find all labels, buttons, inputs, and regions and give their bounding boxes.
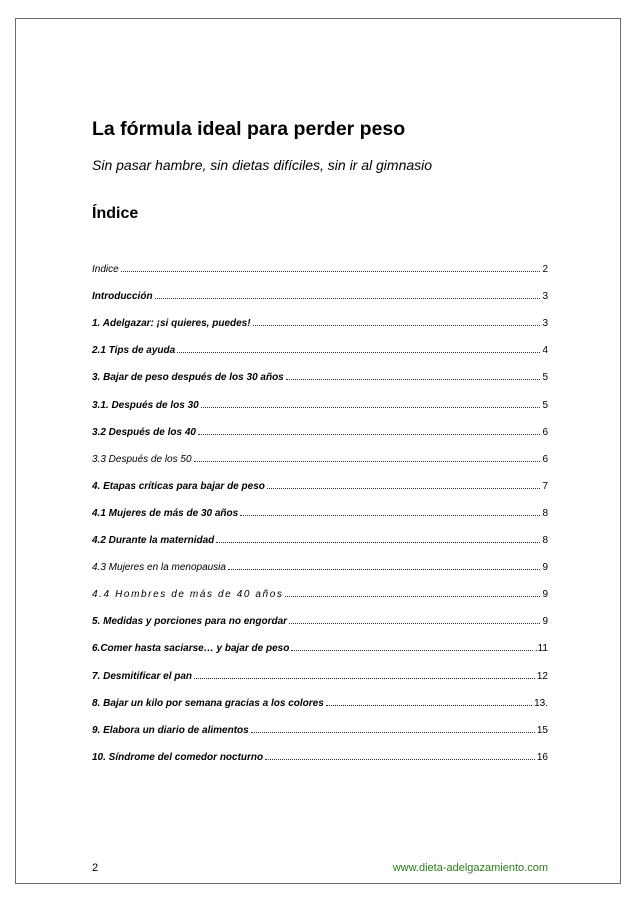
- toc-entry-label: 3.2 Después de los 40: [92, 426, 196, 438]
- toc-leader-dots: [289, 614, 540, 624]
- toc-entry-label: 4.4 Hombres de más de 40 años: [92, 589, 284, 601]
- toc-entry-label: 9. Elabora un diario de alimentos: [92, 724, 249, 736]
- toc-entry-page: 8: [542, 535, 548, 546]
- toc-entry-label: 8. Bajar un kilo por semana gracias a los colores: [92, 697, 324, 709]
- toc-entry[interactable]: [92, 425, 548, 441]
- toc-entry-page: 4: [542, 345, 548, 357]
- index-heading: Índice: [92, 205, 139, 222]
- toc-leader-dots: [155, 289, 541, 299]
- toc-entry-label: 4.2 Durante la maternidad: [92, 535, 215, 546]
- toc-leader-dots: [253, 316, 541, 326]
- toc-entry[interactable]: [92, 398, 548, 414]
- toc-entry[interactable]: [92, 262, 548, 278]
- toc-entry-label: 5. Medidas y porciones para no engordar: [92, 616, 288, 628]
- toc-entry-page: 2: [542, 264, 548, 275]
- toc-entry-label: 4.1 Mujeres de más de 30 años: [92, 507, 239, 519]
- toc-entry[interactable]: [92, 479, 548, 495]
- toc-leader-dots: [267, 479, 541, 489]
- toc-entry-label: 3.1. Después de los 30: [92, 399, 199, 411]
- toc-entry[interactable]: [92, 452, 548, 468]
- toc-entry[interactable]: [92, 289, 548, 305]
- toc-leader-dots: [240, 506, 540, 516]
- toc-entry-label: Indice: [92, 264, 119, 275]
- toc-entry[interactable]: [92, 316, 548, 332]
- toc-leader-dots: [326, 696, 532, 706]
- toc-leader-dots: [286, 370, 541, 380]
- toc-leader-dots: [228, 560, 540, 570]
- toc-entry[interactable]: [92, 696, 548, 712]
- toc-entry-page: 15: [536, 724, 548, 736]
- toc-entry-label: 4.3 Mujeres en la menopausia: [92, 562, 226, 574]
- toc-entry[interactable]: [92, 723, 548, 739]
- toc-entry-page: 9: [542, 589, 548, 601]
- toc-entry[interactable]: [92, 641, 548, 657]
- toc-entry-label: 6.Comer hasta saciarse… y bajar de peso: [92, 643, 290, 655]
- footer-page-number: 2: [92, 862, 99, 874]
- toc-leader-dots: [265, 750, 535, 760]
- toc-entry-page: 3: [542, 291, 548, 303]
- toc-leader-dots: [201, 398, 541, 408]
- document-title: La fórmula ideal para perder peso: [92, 118, 406, 140]
- toc-entry-label: 7. Desmitificar el pan: [92, 670, 193, 682]
- toc-entry-label: Introducción: [92, 291, 153, 303]
- toc-leader-dots: [291, 641, 533, 651]
- toc-entry[interactable]: [92, 560, 548, 576]
- toc-entry-label: 3. Bajar de peso después de los 30 años: [92, 372, 284, 384]
- toc-leader-dots: [121, 262, 541, 272]
- toc-entry[interactable]: [92, 506, 548, 522]
- toc-entry-label: 10. Síndrome del comedor nocturno: [92, 751, 264, 763]
- toc-entry[interactable]: [92, 533, 548, 549]
- toc-entry-page: 5: [542, 399, 548, 411]
- toc-entry-label: 4. Etapas críticas para bajar de peso: [92, 480, 265, 492]
- toc-entry-page: 8: [542, 507, 548, 519]
- toc-entry-page: 13.: [534, 697, 548, 709]
- toc-entry-page: 6: [542, 426, 548, 438]
- toc-entry[interactable]: [92, 750, 548, 766]
- toc-leader-dots: [177, 343, 540, 353]
- toc-entry-page: 9: [542, 616, 548, 628]
- toc-entry-page: 16: [536, 751, 548, 763]
- toc-entry[interactable]: [92, 587, 548, 603]
- toc-entry[interactable]: [92, 343, 548, 359]
- toc-entry-page: 12: [536, 670, 548, 682]
- document-subtitle: Sin pasar hambre, sin dietas difíciles, sin ir al gimnasio: [92, 157, 433, 173]
- toc-leader-dots: [216, 533, 540, 543]
- toc-entry-label: 1. Adelgazar: ¡si quieres, puedes!: [92, 318, 251, 330]
- toc-entry-label: 2.1 Tips de ayuda: [92, 345, 176, 357]
- toc-entry[interactable]: [92, 669, 548, 685]
- toc-entry-page: 6: [542, 453, 548, 465]
- toc-entry-label: 3.3 Después de los 50: [92, 453, 192, 465]
- toc-leader-dots: [285, 587, 540, 597]
- toc-leader-dots: [251, 723, 535, 733]
- toc-entry-page: 3: [542, 318, 548, 330]
- toc-entry-page: 5: [542, 372, 548, 384]
- footer-url[interactable]: www.dieta-adelgazamiento.com: [392, 862, 548, 874]
- toc-entry-page: 9: [542, 562, 548, 574]
- toc-entry-page: .11: [534, 643, 548, 655]
- toc-entry[interactable]: [92, 614, 548, 630]
- toc-leader-dots: [194, 669, 535, 679]
- toc-entry[interactable]: [92, 370, 548, 386]
- toc-entry-page: 7: [542, 480, 548, 492]
- toc-leader-dots: [194, 452, 541, 462]
- toc-leader-dots: [198, 425, 540, 435]
